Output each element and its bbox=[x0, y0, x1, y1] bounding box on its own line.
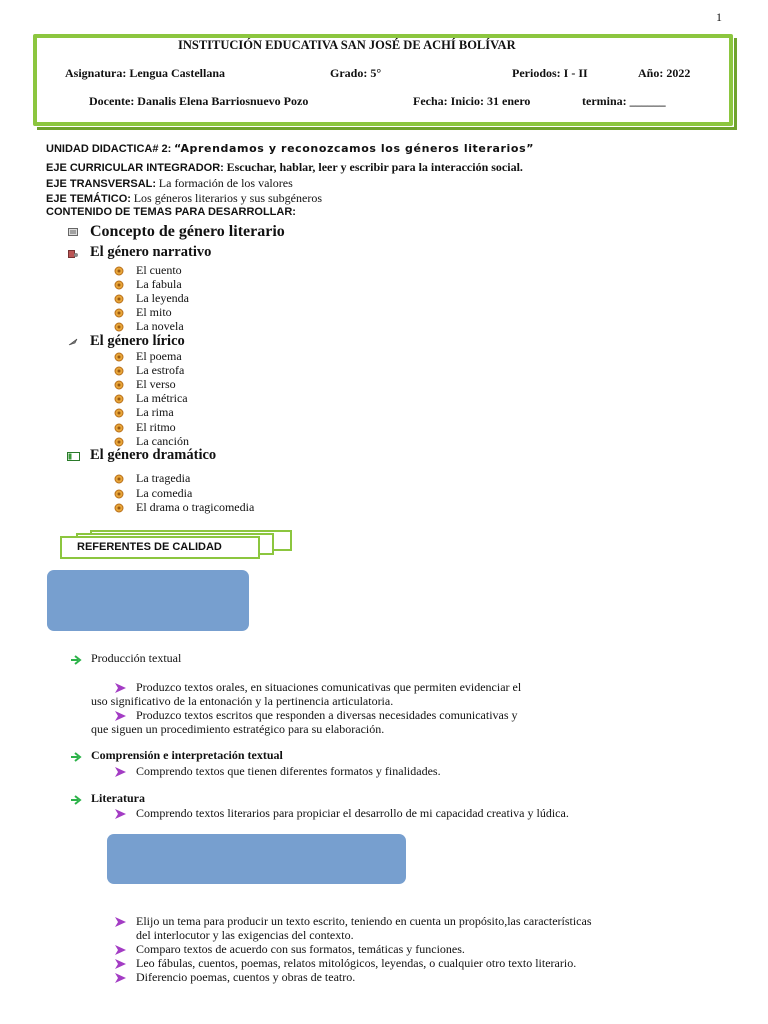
thematic-label: EJE TEMÁTICO: bbox=[46, 193, 131, 205]
axis-line bbox=[46, 160, 523, 175]
transversal-value: La formación de los valores bbox=[158, 176, 293, 190]
flower-bullet-icon bbox=[114, 489, 124, 499]
thematic-value: Los géneros literarios y sus subgéneros bbox=[133, 191, 322, 205]
transversal-label: EJE TRANSVERSAL: bbox=[46, 178, 157, 190]
triangle-bullet-icon bbox=[115, 945, 126, 955]
genre-subitem: La comedia bbox=[136, 485, 193, 500]
production-heading: Producción textual bbox=[91, 651, 182, 665]
genre-subitem: El mito bbox=[136, 305, 172, 319]
production-item-2: Produzco textos escritos que responden a diversas necesidades comunicativas y bbox=[136, 708, 518, 722]
triangle-bullet-icon bbox=[115, 809, 126, 819]
arrow-right-icon bbox=[70, 655, 82, 665]
year: Año: 2022 bbox=[638, 66, 691, 80]
genre-subitem: El poema bbox=[136, 349, 182, 363]
triangle-bullet-icon bbox=[115, 959, 126, 969]
competency-item-2: Comparo textos de acuerdo con sus formatos, temáticas y funciones. bbox=[136, 942, 465, 956]
end-date: termina: ______ bbox=[582, 94, 666, 108]
narrative-heading: El género narrativo bbox=[90, 244, 212, 260]
axis-label: EJE CURRICULAR INTEGRADOR: bbox=[46, 162, 224, 174]
transversal-line bbox=[46, 176, 293, 191]
unit-line bbox=[46, 142, 534, 155]
unit-label: UNIDAD DIDACTICA# 2: bbox=[46, 143, 172, 155]
flower-bullet-icon bbox=[114, 380, 124, 390]
start-date: Fecha: Inicio: 31 enero bbox=[413, 94, 531, 108]
competencies-blue-box bbox=[107, 834, 406, 884]
literature-item-1: Comprendo textos literarios para propiciar el desarrollo de mi capacidad creativa y lúdica. bbox=[136, 806, 569, 820]
page-number: 1 bbox=[716, 10, 722, 24]
competency-item-1-cont: del interlocutor y las exigencias del contexto. bbox=[136, 928, 354, 942]
flower-bullet-icon bbox=[114, 366, 124, 376]
triangle-bullet-icon bbox=[115, 711, 126, 721]
genre-subitem: El ritmo bbox=[136, 419, 176, 434]
genre-subitem: El cuento bbox=[136, 263, 182, 277]
flower-bullet-icon bbox=[114, 294, 124, 304]
dramatic-heading: El género dramático bbox=[90, 447, 217, 463]
flower-bullet-icon bbox=[114, 352, 124, 362]
comprehension-item-1: Comprendo textos que tienen diferentes formatos y finalidades. bbox=[136, 764, 441, 778]
concept-heading: Concepto de género literario bbox=[90, 223, 285, 240]
flower-bullet-icon bbox=[114, 394, 124, 404]
triangle-bullet-icon bbox=[115, 683, 126, 693]
thematic-line bbox=[46, 191, 322, 206]
flower-bullet-icon bbox=[114, 280, 124, 290]
references-label: REFERENTES DE CALIDAD bbox=[60, 536, 260, 559]
subject: Asignatura: Lengua Castellana bbox=[65, 66, 226, 80]
literature-heading: Literatura bbox=[91, 791, 145, 805]
teacher: Docente: Danalis Elena Barriosnuevo Pozo bbox=[89, 94, 309, 108]
genre-subitem: La leyenda bbox=[136, 291, 189, 305]
genre-subitem: La canción bbox=[136, 433, 189, 448]
flower-bullet-icon bbox=[114, 474, 124, 484]
flower-bullet-icon bbox=[114, 423, 124, 433]
content-line bbox=[46, 206, 296, 218]
genre-subitem: La tragedia bbox=[136, 471, 191, 485]
grade: Grado: 5° bbox=[330, 66, 382, 80]
genre-subitem: La métrica bbox=[136, 391, 188, 406]
genre-subitem: La novela bbox=[136, 319, 184, 333]
content-label: CONTENIDO DE TEMAS PARA DESARROLLAR: bbox=[46, 206, 296, 218]
flower-bullet-icon bbox=[114, 503, 124, 513]
genre-subitem: El verso bbox=[136, 377, 176, 392]
comprehension-heading: Comprensión e interpretación textual bbox=[91, 748, 283, 762]
triangle-bullet-icon bbox=[115, 917, 126, 927]
book-icon bbox=[68, 250, 78, 258]
arrow-right-icon bbox=[70, 795, 82, 805]
institution-title: INSTITUCIÓN EDUCATIVA SAN JOSÉ DE ACHÍ BOLÍVAR bbox=[178, 38, 516, 52]
production-item-1-cont: uso significativo de la entonación y la pertinencia articulatoria. bbox=[91, 694, 394, 708]
axis-value: Escuchar, hablar, leer y escribir para la interacción social. bbox=[226, 160, 523, 174]
genre-subitem: La rima bbox=[136, 405, 174, 420]
flower-bullet-icon bbox=[114, 266, 124, 276]
stage-icon bbox=[67, 452, 80, 461]
production-item-2-cont: que siguen un procedimiento estratégico para su elaboración. bbox=[91, 722, 385, 736]
arrow-right-icon bbox=[70, 752, 82, 762]
flower-bullet-icon bbox=[114, 308, 124, 318]
triangle-bullet-icon bbox=[115, 973, 126, 983]
genre-subitem: La estrofa bbox=[136, 363, 185, 378]
quill-icon bbox=[68, 338, 78, 346]
production-item-1: Produzco textos orales, en situaciones comunicativas que permiten evidenciar el bbox=[136, 680, 522, 694]
document-icon bbox=[68, 228, 78, 236]
flower-bullet-icon bbox=[114, 437, 124, 447]
periods: Periodos: I - II bbox=[512, 66, 588, 80]
standards-blue-box bbox=[47, 570, 249, 631]
triangle-bullet-icon bbox=[115, 767, 126, 777]
flower-bullet-icon bbox=[114, 408, 124, 418]
genre-subitem: El drama o tragicomedia bbox=[136, 500, 255, 514]
competency-item-3: Leo fábulas, cuentos, poemas, relatos mitológicos, leyendas, o cualquier otro texto literario. bbox=[136, 956, 577, 970]
competency-item-4: Diferencio poemas, cuentos y obras de teatro. bbox=[136, 970, 356, 984]
competency-item-1: Elijo un tema para producir un texto escrito, teniendo en cuenta un propósito,las características bbox=[136, 914, 592, 928]
unit-value: “Aprendamos y reconozcamos los géneros literarios” bbox=[174, 142, 535, 155]
genre-subitem: La fabula bbox=[136, 277, 182, 291]
lyric-heading: El género lírico bbox=[90, 333, 185, 349]
flower-bullet-icon bbox=[114, 322, 124, 332]
